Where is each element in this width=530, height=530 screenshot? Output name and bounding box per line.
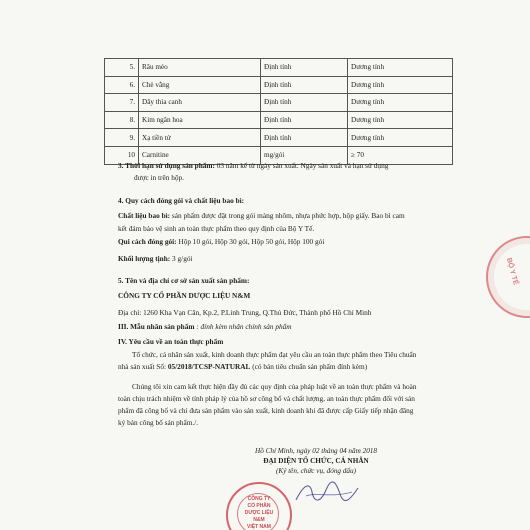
ingredients-table — [104, 58, 453, 165]
stamp-line-1: CÔNG TY — [247, 496, 271, 502]
section-iii-line — [118, 322, 292, 331]
pack-text: Hộp 10 gói, Hộp 30 gói, Hộp 50 gói, Hộp 100 gói — [176, 237, 325, 246]
standard-prefix: nhà sản xuất Số: — [118, 362, 168, 371]
section-3-heading: 3. Thời hạn sử dụng sản phẩm: — [118, 161, 215, 170]
section-4-material-line-1 — [118, 211, 405, 220]
company-name: CÔNG TY CỔ PHẦN DƯỢC LIỆU N&M — [118, 291, 251, 300]
section-iv-p2-line-3: phẩm đã công bố và chỉ đưa sản phẩm vào sản xuất, kinh doanh khi đã được cấp Giấy tiếp nhận đăng — [118, 406, 414, 415]
pack-label: Qui cách đóng gói: — [118, 237, 177, 246]
stamp-line-4: N&M — [253, 517, 265, 523]
signatory-title: ĐẠI DIỆN TỔ CHỨC, CÁ NHÂN — [263, 457, 369, 465]
ingredient-unit: Định tính — [261, 129, 348, 147]
handwritten-signature — [292, 478, 362, 508]
side-stamp-seal — [486, 236, 530, 318]
row-number: 9. — [105, 129, 139, 147]
section-iv-p2-line-1: Chúng tôi xin cam kết thực hiện đầy đủ các quy định của pháp luật về an toàn thực phẩm và hoàn — [132, 382, 417, 391]
company-address: Địa chỉ: 1260 Kha Vạn Cân, Kp.2, P.Linh Trung, Q.Thủ Đức, Thành phố Hồ Chí Minh — [118, 308, 372, 317]
ingredient-name: Dây thìa canh — [139, 94, 261, 112]
signature-block — [236, 447, 396, 475]
row-number: 8. — [105, 111, 139, 129]
side-stamp-text: BỘ Y TẾ — [504, 257, 519, 286]
ingredient-name: Carnitine — [139, 146, 261, 164]
ingredient-unit: Định tính — [261, 111, 348, 129]
row-number: 10 — [105, 146, 139, 164]
section-iv-p1-line-1: Tổ chức, cá nhân sản xuất, kinh doanh thực phẩm đạt yêu cầu an toàn thực phẩm theo Tiêu chuẩn — [132, 350, 417, 359]
section-4-heading: 4. Quy cách đóng gói và chất liệu bao bì: — [118, 196, 245, 205]
stamp-line-2: CỔ PHẦN — [247, 503, 271, 509]
material-label: Chất liệu bao bì: — [118, 211, 171, 220]
table-row — [105, 94, 453, 112]
section-iii-text: : đính kèm nhãn chính sản phẩm — [194, 322, 292, 331]
material-text-2: kết đảm bảo vệ sinh an toàn thực phẩm theo quy định của Bộ Y Tế. — [118, 224, 315, 233]
ingredient-value: Dương tính — [348, 94, 453, 112]
table-row — [105, 129, 453, 147]
ingredient-value: Dương tính — [348, 59, 453, 77]
table-row — [105, 76, 453, 94]
ingredient-unit: Định tính — [261, 76, 348, 94]
section-iv-p2-line-2: toàn chịu trách nhiệm về tính pháp lý của hồ sơ công bố và chất lượng, an toàn thực phẩm đối với sản — [118, 394, 415, 403]
weight-text: 3 g/gói — [170, 254, 193, 263]
section-3-line-1 — [118, 161, 388, 170]
stamp-line-5: VIỆT NAM — [247, 524, 271, 530]
section-3-text-1: 03 năm kể từ ngày sản xuất. Ngày sản xuất và hạn sử dụng — [216, 161, 389, 170]
ingredient-value: ≥ 70 — [348, 146, 453, 164]
section-iv-p1-line-2 — [118, 362, 367, 371]
section-5-heading: 5. Tên và địa chỉ cơ sở sản xuất sản phẩm: — [118, 276, 250, 285]
weight-label: Khối lượng tịnh: — [118, 254, 171, 263]
signatory-subtitle: (Ký tên, chức vụ, đóng dấu) — [276, 467, 356, 475]
row-number: 6. — [105, 76, 139, 94]
section-iv-heading: IV. Yêu cầu về an toàn thực phẩm — [118, 337, 224, 346]
place-date: Hồ Chí Minh, ngày 02 tháng 04 năm 2018 — [255, 447, 377, 455]
company-stamp-seal — [226, 482, 292, 530]
ingredient-unit: Định tính — [261, 94, 348, 112]
ingredient-name: Xạ tiền tử — [139, 129, 261, 147]
material-text-1: sản phẩm được đặt trong gói màng nhôm, nhựa phức hợp, hộp giấy. Bao bì cam — [170, 211, 405, 220]
ingredient-name: Chè vằng — [139, 76, 261, 94]
section-4-weight-line — [118, 254, 193, 263]
standard-number: 05/2018/TCSP-NATURAL — [167, 362, 251, 371]
ingredient-value: Dương tính — [348, 129, 453, 147]
standard-suffix: (có bản tiêu chuẩn sản phẩm đính kèm) — [250, 362, 368, 371]
section-iv-p2-line-4: ký bản công bố sản phẩm./. — [118, 418, 199, 427]
ingredient-value: Dương tính — [348, 76, 453, 94]
section-3-text-2: được in trên hộp. — [134, 173, 184, 182]
row-number: 5. — [105, 59, 139, 77]
section-4-pack-line — [118, 237, 324, 246]
stamp-line-3: DƯỢC LIỆU — [244, 510, 274, 516]
table-row — [105, 59, 453, 77]
row-number: 7. — [105, 94, 139, 112]
ingredient-value: Dương tính — [348, 111, 453, 129]
ingredient-unit: mg/gói — [261, 146, 348, 164]
ingredient-name: Kim ngân hoa — [139, 111, 261, 129]
ingredient-name: Râu mèo — [139, 59, 261, 77]
ingredient-unit: Định tính — [261, 59, 348, 77]
table-row — [105, 111, 453, 129]
section-iii-label: III. Mẫu nhãn sản phẩm — [118, 322, 195, 331]
